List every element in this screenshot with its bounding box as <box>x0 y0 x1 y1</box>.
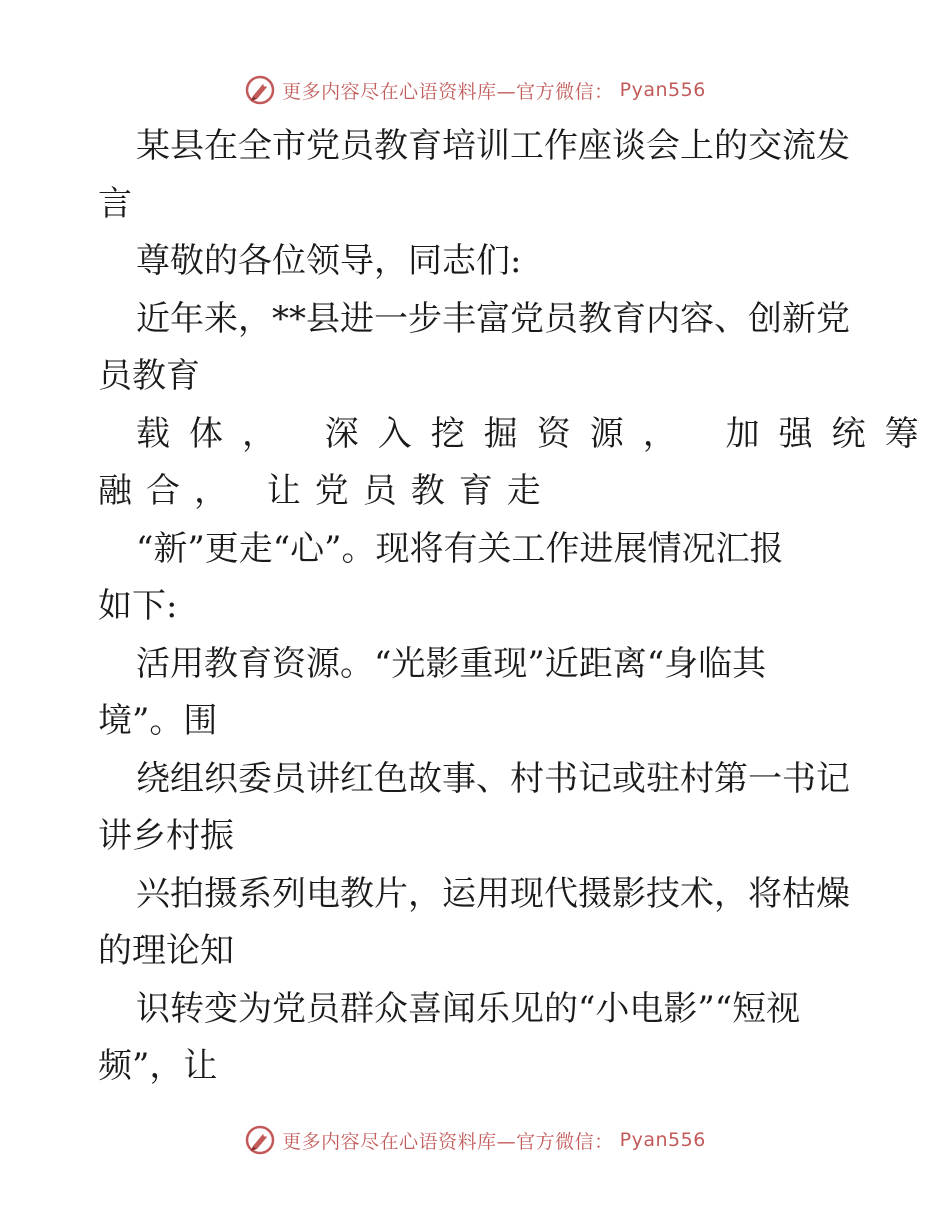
watermark-text: 更多内容尽在心语资料库—官方微信： <box>282 80 614 103</box>
paragraph-line: 融合， 让党员教育走 <box>98 471 555 511</box>
header-watermark <box>0 70 950 110</box>
title-line-2: 言 <box>98 183 132 224</box>
document-body <box>98 118 938 1096</box>
paragraph-line: 兴拍摄系列电教片，运用现代摄影技术，将枯燥 <box>136 873 850 914</box>
paragraph-line: 识转变为党员群众喜闻乐见的“小电影”“短视 <box>136 988 801 1029</box>
paragraph-line: 频”，让 <box>98 1046 218 1086</box>
paragraph-line: 绕组织委员讲红色故事、村书记或驻村第一书记 <box>136 758 850 799</box>
watermark-wechat-id: Pyan556 <box>619 1129 706 1151</box>
paragraph-line: 活用教育资源。“光影重现”近距离“身临其 <box>136 643 767 684</box>
pen-logo-icon <box>244 74 276 106</box>
paragraph-line: 境”。围 <box>98 701 218 741</box>
paragraph-line: 员教育 <box>98 356 200 396</box>
watermark-text: 更多内容尽在心语资料库—官方微信： <box>282 1130 614 1153</box>
pen-logo-icon <box>244 1124 276 1156</box>
paragraph-line: 讲乡村振 <box>98 816 234 856</box>
salutation: 尊敬的各位领导，同志们: <box>136 241 522 281</box>
paragraph-line: 载体， 深入挖掘资源， 加强统筹 <box>136 413 938 454</box>
paragraph-line: 的理论知 <box>98 931 234 971</box>
watermark-wechat-id: Pyan556 <box>619 79 706 101</box>
paragraph-line: “新”更走“心”。现将有关工作进展情况汇报 <box>136 528 784 569</box>
paragraph-line: 近年来，**县进一步丰富党员教育内容、创新党 <box>136 298 850 339</box>
paragraph-line: 如下: <box>98 586 178 626</box>
footer-watermark <box>0 1120 950 1160</box>
title-line-1: 某县在全市党员教育培训工作座谈会上的交流发 <box>136 126 850 166</box>
